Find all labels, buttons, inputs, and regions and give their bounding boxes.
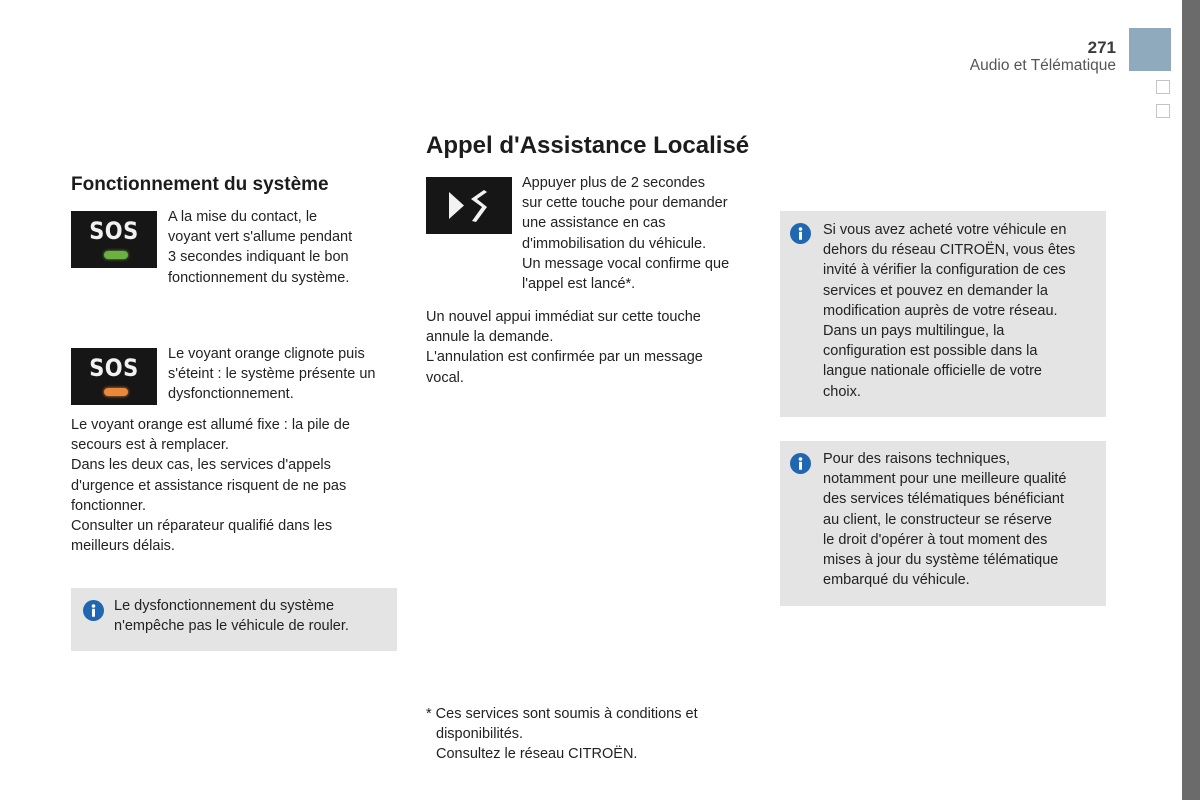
green-led-text xyxy=(168,207,388,288)
text-line: Si vous avez acheté votre véhicule en xyxy=(823,222,1067,238)
text-line: une assistance en cas xyxy=(522,215,666,232)
text-line: Le voyant orange est allumé fixe : la pile de xyxy=(71,417,350,433)
section-title: Audio et Télématique xyxy=(969,57,1116,74)
info-text xyxy=(823,220,1101,402)
text-line: secours est à remplacer. xyxy=(71,437,229,454)
sos-button-orange xyxy=(71,348,157,405)
text-line: invité à vérifier la configuration de ces xyxy=(823,262,1066,279)
text-line: n'empêche pas le véhicule de rouler. xyxy=(114,618,349,635)
text-line: * Ces services sont soumis à conditions et xyxy=(426,706,698,722)
section-heading-assistance: Appel d'Assistance Localisé xyxy=(426,132,750,159)
text-line: s'éteint : le système présente un xyxy=(168,366,376,383)
text-line: L'annulation est confirmée par un message xyxy=(426,349,703,366)
text-line: des services télématiques bénéficiant xyxy=(823,491,1064,508)
green-led-icon xyxy=(104,251,128,259)
text-line: modification auprès de votre réseau. xyxy=(823,302,1058,319)
text-line: Le voyant orange clignote puis xyxy=(168,346,365,362)
text-line: fonctionner. xyxy=(71,497,146,514)
text-line: configuration est possible dans la xyxy=(823,343,1038,360)
info-box-network xyxy=(780,211,1106,417)
section-heading-system: Fonctionnement du système xyxy=(71,174,329,195)
info-text xyxy=(823,449,1101,590)
text-line: dehors du réseau CITROËN, vous êtes xyxy=(823,242,1076,259)
text-line: d'urgence et assistance risquent de ne pas xyxy=(71,477,347,494)
text-line: 3 secondes indiquant le bon xyxy=(168,249,349,266)
ds-assistance-button-icon xyxy=(426,177,512,234)
assistance-button-text xyxy=(522,173,762,294)
text-line: services et pouvez en demander la xyxy=(823,282,1048,299)
text-line: mises à jour du système télématique xyxy=(823,552,1059,569)
info-icon xyxy=(790,223,811,244)
text-line: disponibilités. xyxy=(436,726,524,743)
text-line: vocal. xyxy=(426,369,464,386)
text-line: Pour des raisons techniques, xyxy=(823,451,1010,467)
sos-button-green xyxy=(71,211,157,268)
text-line: voyant vert s'allume pendant xyxy=(168,229,353,246)
text-line: Dans un pays multilingue, la xyxy=(823,323,1005,340)
orange-led-text xyxy=(168,344,398,405)
text-line: Consultez le réseau CITROËN. xyxy=(436,746,638,763)
text-line: embarqué du véhicule. xyxy=(823,572,970,589)
page-number: 271 xyxy=(1087,38,1116,57)
malfunction-body-text xyxy=(71,415,401,556)
info-icon xyxy=(790,453,811,474)
orange-led-icon xyxy=(104,388,128,396)
info-box-updates xyxy=(780,441,1106,606)
text-line: langue nationale officielle de votre xyxy=(823,363,1043,380)
sos-label: SOS xyxy=(89,217,139,245)
chapter-tab-box xyxy=(1156,80,1170,94)
sos-label: SOS xyxy=(89,354,139,382)
text-line: choix. xyxy=(823,383,861,400)
text-line: Dans les deux cas, les services d'appels xyxy=(71,457,331,474)
text-line: A la mise du contact, le xyxy=(168,209,318,225)
text-line: annule la demande. xyxy=(426,329,554,346)
text-line: notamment pour une meilleure qualité xyxy=(823,471,1067,488)
text-line: meilleurs délais. xyxy=(71,538,175,555)
info-icon xyxy=(83,600,104,621)
footnote xyxy=(426,704,756,765)
text-line: Un nouvel appui immédiat sur cette touche xyxy=(426,309,701,325)
text-line: le droit d'opérer à tout moment des xyxy=(823,531,1048,548)
text-line: Un message vocal confirme que xyxy=(522,255,730,272)
text-line: sur cette touche pour demander xyxy=(522,195,728,212)
text-line: fonctionnement du système. xyxy=(168,269,350,286)
text-line: au client, le constructeur se réserve xyxy=(823,511,1052,528)
text-line: d'immobilisation du véhicule. xyxy=(522,235,707,252)
text-line: dysfonctionnement. xyxy=(168,386,294,403)
text-line: Le dysfonctionnement du système xyxy=(114,598,335,614)
chapter-tab-box xyxy=(1156,104,1170,118)
cancel-text xyxy=(426,307,756,388)
text-line: Appuyer plus de 2 secondes xyxy=(522,175,705,191)
info-text xyxy=(114,596,389,636)
info-box-malfunction xyxy=(71,588,397,651)
chapter-tab xyxy=(1129,28,1171,71)
text-line: l'appel est lancé*. xyxy=(522,276,636,293)
text-line: Consulter un réparateur qualifié dans les xyxy=(71,518,333,535)
page-edge-bar xyxy=(1182,0,1200,800)
